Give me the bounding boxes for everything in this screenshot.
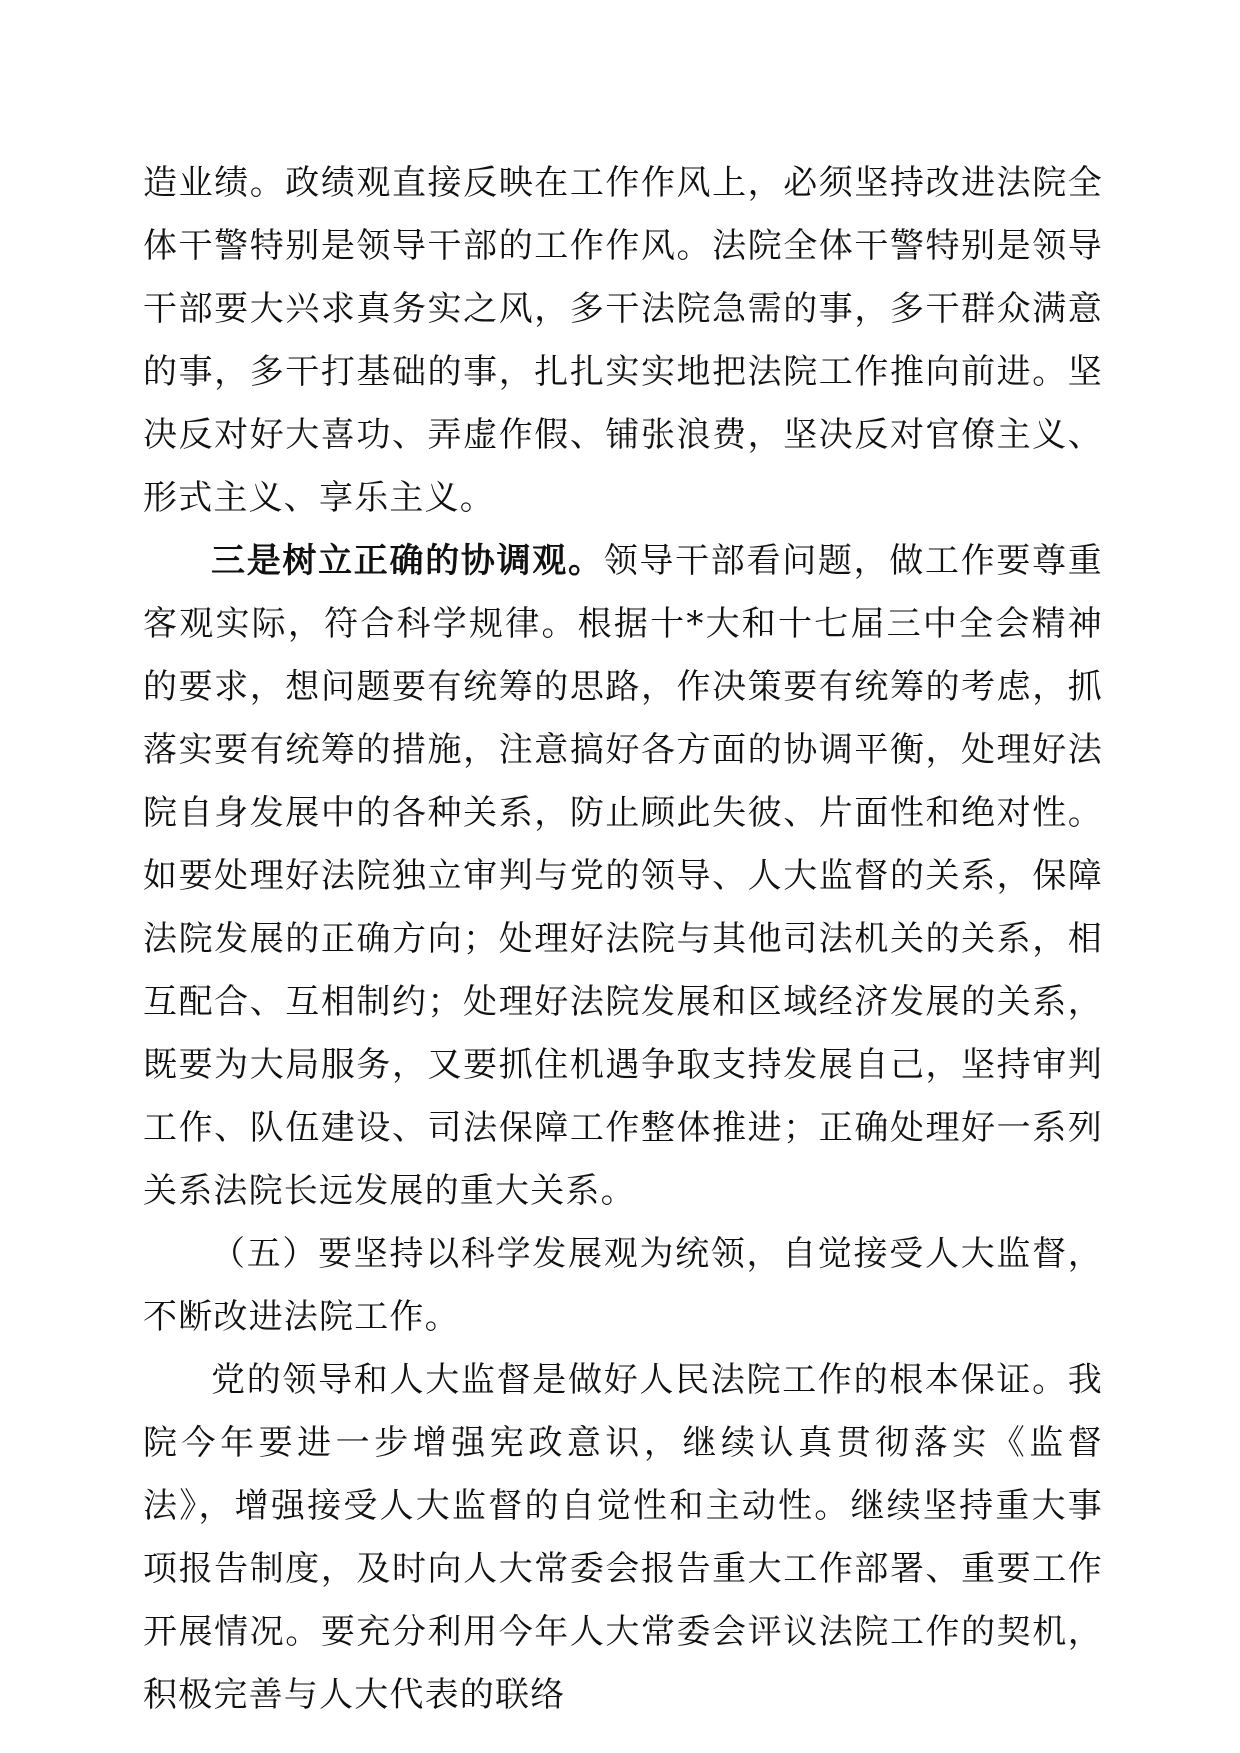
section-heading-5-text: （五）要坚持以科学发展观为统领，自觉接受人大监督，不断改进法院工作。: [143, 1234, 1103, 1337]
paragraph-4-text: 党的领导和人大监督是做好人民法院工作的根本保证。我院今年要进一步增强宪政意识，继续认真贯彻落实《监督法》，增强接受人大监督的自觉性和主动性。继续坚持重大事项报告制度，及时向人大常委会报告重大工作部署、重要工作开展情况。要充分利用今年人大常委会评议法院工作的契机，积极完善与人大代表的联络: [143, 1360, 1103, 1715]
paragraph-1: [143, 152, 1103, 530]
paragraph-4: [143, 1349, 1103, 1727]
section-heading-5: [143, 1223, 1103, 1349]
paragraph-1-text: 造业绩。政绩观直接反映在工作作风上，必须坚持改进法院全体干警特别是领导干部的工作作风。法院全体干警特别是领导干部要大兴求真务实之风，多干法院急需的事，多干群众满意的事，多干打基础的事，扎扎实实地把法院工作推向前进。坚决反对好大喜功、弄虚作假、铺张浪费，坚决反对官僚主义、形式主义、享乐主义。: [143, 163, 1103, 518]
paragraph-2-text: 领导干部看问题，做工作要尊重客观实际，符合科学规律。根据十*大和十七届三中全会精神的要求，想问题要有统筹的思路，作决策要有统筹的考虑，抓落实要有统筹的措施，注意搞好各方面的协调平衡，处理好法院自身发展中的各种关系，防止顾此失彼、片面性和绝对性。如要处理好法院独立审判与党的领导、人大监督的关系，保障法院发展的正确方向；处理好法院与其他司法机关的关系，相互配合、互相制约；处理好法院发展和区域经济发展的关系，既要为大局服务，又要抓住机遇争取支持发展自己，坚持审判工作、队伍建设、司法保障工作整体推进；正确处理好一系列关系法院长远发展的重大关系。: [143, 541, 1103, 1211]
body-text: [143, 152, 1103, 1727]
paragraph-2: [143, 530, 1103, 1223]
paragraph-2-heading: 三是树立正确的协调观。: [211, 541, 604, 581]
